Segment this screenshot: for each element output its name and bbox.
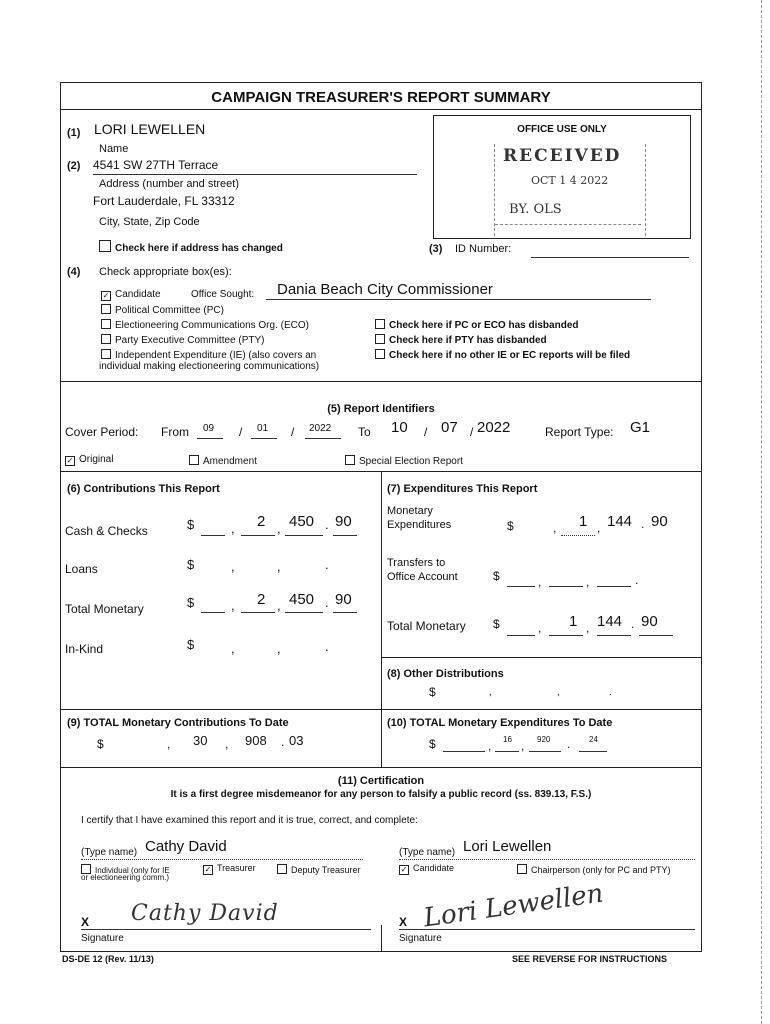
contrib-to-date-cents: 03 <box>289 733 304 748</box>
loans-comma-1: , <box>231 559 235 574</box>
stamp-line <box>495 224 641 225</box>
original-label: Original <box>79 454 114 465</box>
transfers-line-2 <box>549 586 583 587</box>
contrib-to-date-dollar: $ <box>97 737 104 751</box>
monetary-label-1: Monetary <box>387 505 433 517</box>
transfers-dollar: $ <box>493 569 500 583</box>
chairperson-checkbox-box[interactable] <box>517 864 527 874</box>
cert-candidate-label: Candidate <box>413 863 455 873</box>
candidate-name: LORI LEWELLEN <box>94 121 206 137</box>
pc-checkbox-box[interactable] <box>101 304 111 314</box>
from-year: 2022 <box>309 423 332 434</box>
exp-hundreds: 144 <box>607 513 633 530</box>
to-year: 2022 <box>477 419 511 436</box>
left-name-line <box>81 859 363 860</box>
from-label: From <box>161 425 189 439</box>
exp-total-dollar: $ <box>493 617 500 631</box>
form-id: DS-DE 12 (Rev. 11/13) <box>62 954 154 964</box>
inkind-comma-2: , <box>277 641 281 656</box>
special-election-label: Special Election Report <box>359 456 463 467</box>
total-monetary-label: Total Monetary <box>65 602 144 616</box>
other-period: . <box>609 687 612 698</box>
contrib-to-date-thousands: 30 <box>193 733 208 748</box>
cash-hundreds: 450 <box>289 513 315 530</box>
individual-label-1: Individual (only for IE <box>95 866 170 875</box>
left-signature-line <box>81 929 371 930</box>
from-month: 09 <box>203 423 215 434</box>
exp-comma-2: , <box>597 521 601 535</box>
office-sought-underline <box>266 299 651 300</box>
checkbox-box[interactable] <box>99 240 111 252</box>
cash-thousands: 2 <box>257 513 266 530</box>
office-use-label: OFFICE USE ONLY <box>517 124 607 135</box>
contrib-to-date-comma-1: , <box>167 737 171 751</box>
certification-warning: It is a first degree misdemeanor for any person to falsify a public record (ss. 839.13, F.S.) <box>170 789 592 800</box>
transfers-line-3 <box>597 586 631 587</box>
total-cents: 90 <box>335 591 352 608</box>
section7-divider <box>381 657 701 658</box>
other-comma-2: , <box>557 687 560 698</box>
from-day: 01 <box>257 423 269 434</box>
ie-label-1: Independent Expenditure (IE) (also covers an <box>115 350 317 361</box>
name-label: Name <box>99 143 129 155</box>
exp-to-date-hundreds: 920 <box>537 735 551 744</box>
no-other-reports-checkbox[interactable] <box>375 348 630 361</box>
eco-checkbox[interactable] <box>101 318 309 331</box>
transfers-comma-2: , <box>586 575 590 589</box>
exp-total-line-2 <box>549 635 583 636</box>
office-sought-value: Dania Beach City Commissioner <box>277 281 493 298</box>
from-slash-1: / <box>239 425 243 439</box>
total-line-1 <box>201 612 225 613</box>
cash-cents: 90 <box>335 513 352 530</box>
cash-line-3 <box>285 535 323 536</box>
loans-period: . <box>325 557 329 572</box>
disbanded-pc-eco-label: Check here if PC or ECO has disbanded <box>389 320 579 331</box>
section8-divider <box>61 709 701 710</box>
other-dollar: $ <box>429 685 436 699</box>
candidate-checkbox[interactable] <box>101 289 161 300</box>
disbanded-pty-label: Check here if PTY has disbanded <box>389 335 547 346</box>
left-signature: Cathy David <box>131 901 279 926</box>
report-identifiers-title: (5) Report Identifiers <box>327 403 435 415</box>
section4-number: (4) <box>67 266 81 278</box>
contrib-to-date-period: . <box>281 735 285 749</box>
form-title: CAMPAIGN TREASURER'S REPORT SUMMARY <box>211 89 551 106</box>
exp-total-period: . <box>631 617 635 631</box>
report-type-value: G1 <box>630 419 651 436</box>
to-month: 10 <box>391 419 408 436</box>
section1-number: (1) <box>67 127 81 139</box>
right-name-line <box>399 859 695 860</box>
exp-to-date-thousands: 16 <box>503 735 512 744</box>
cert-candidate-checkbox-box[interactable]: ✓ <box>400 865 408 874</box>
chairperson-checkbox[interactable] <box>517 863 671 875</box>
see-reverse-instructions: SEE REVERSE FOR INSTRUCTIONS <box>512 954 668 964</box>
total-hundreds: 450 <box>289 591 315 608</box>
pty-label: Party Executive Committee (PTY) <box>115 335 265 346</box>
amendment-label: Amendment <box>203 456 257 467</box>
pty-checkbox-box[interactable] <box>101 334 111 344</box>
cover-period-label: Cover Period: <box>65 425 139 439</box>
certification-title: (11) Certification <box>337 775 425 787</box>
left-type-name-label: (Type name) <box>81 847 138 858</box>
street-address: 4541 SW 27TH Terrace <box>93 158 219 172</box>
from-month-line <box>197 438 223 439</box>
eco-checkbox-box[interactable] <box>101 319 111 329</box>
exp-thousands: 1 <box>579 513 588 530</box>
exp-to-date-period: . <box>567 737 571 751</box>
exp-to-date-comma-2: , <box>521 739 525 753</box>
right-signature: Lori Lewellen <box>421 878 606 934</box>
exp-comma-1: , <box>553 521 557 535</box>
exp-to-date-dollar: $ <box>429 737 436 751</box>
original-checkbox-box[interactable]: ✓ <box>66 456 74 465</box>
contrib-to-date-hundreds: 908 <box>245 733 267 748</box>
ie-checkbox[interactable] <box>101 348 316 361</box>
total-expenditures-title: (10) TOTAL Monetary Expenditures To Date <box>387 717 613 729</box>
to-slash-2: / <box>470 425 474 439</box>
title-divider <box>61 109 701 110</box>
cash-checks-label: Cash & Checks <box>65 524 148 538</box>
total-period: . <box>325 595 329 610</box>
section10-divider <box>61 767 701 768</box>
other-comma-1: , <box>489 687 492 698</box>
pc-checkbox[interactable] <box>101 303 224 316</box>
exp-total-line-4 <box>639 635 673 636</box>
right-type-name-label: (Type name) <box>399 847 456 858</box>
pty-checkbox[interactable] <box>101 333 264 346</box>
eco-label: Electioneering Communications Org. (ECO) <box>115 320 309 331</box>
original-checkbox[interactable] <box>65 454 113 465</box>
treasurer-label: Treasurer <box>217 863 256 873</box>
exp-period: . <box>641 517 645 531</box>
disbanded-pc-eco-box[interactable] <box>375 319 385 329</box>
received-stamp-date: OCT 1 4 2022 <box>531 174 609 187</box>
section4-divider <box>61 381 701 382</box>
city-label: City, State, Zip Code <box>99 216 200 228</box>
exp-to-date-comma-1: , <box>488 739 492 753</box>
cash-line-1 <box>201 535 225 536</box>
amendment-checkbox[interactable] <box>189 454 257 467</box>
total-line-4 <box>333 612 357 613</box>
exp-line-2 <box>561 535 595 536</box>
loans-dollar: $ <box>187 557 195 572</box>
exp-cents: 90 <box>651 513 668 530</box>
exp-total-label: Total Monetary <box>387 619 466 633</box>
disbanded-pty-box[interactable] <box>375 334 385 344</box>
exp-total-line-3 <box>597 635 631 636</box>
report-type-label: Report Type: <box>545 425 614 439</box>
treasurer-checkbox[interactable] <box>203 863 256 874</box>
deputy-treasurer-label: Deputy Treasurer <box>291 865 361 875</box>
exp-total-line-1 <box>507 635 535 636</box>
office-sought-label: Office Sought: <box>191 289 255 300</box>
exp-to-date-line-2 <box>495 751 519 752</box>
address-changed-checkbox[interactable] <box>99 239 283 254</box>
exp-to-date-cents: 24 <box>589 735 598 744</box>
received-stamp <box>494 144 646 236</box>
candidate-checkbox-box[interactable]: ✓ <box>102 291 110 300</box>
total-comma-1: , <box>231 598 235 613</box>
exp-total-comma-2: , <box>586 621 590 635</box>
signature-divider <box>381 925 382 951</box>
section3-number: (3) <box>429 243 443 255</box>
contributions-title: (6) Contributions This Report <box>67 483 220 495</box>
to-label: To <box>358 425 371 439</box>
pc-label: Political Committee (PC) <box>115 305 224 316</box>
exp-total-thousands: 1 <box>569 613 578 630</box>
section2-number: (2) <box>67 160 81 172</box>
other-distributions-title: (8) Other Distributions <box>387 668 504 680</box>
right-signature-label: Signature <box>399 933 442 944</box>
in-kind-label: In-Kind <box>65 642 104 656</box>
disbanded-pc-eco-checkbox[interactable] <box>375 318 579 331</box>
transfers-comma-1: , <box>538 575 542 589</box>
id-number-label: ID Number: <box>455 243 512 255</box>
id-number-field[interactable] <box>531 257 689 258</box>
exp-total-hundreds: 144 <box>597 613 623 630</box>
cash-period: . <box>325 517 329 532</box>
city-state-zip: Fort Lauderdale, FL 33312 <box>93 194 235 208</box>
transfers-line-1 <box>507 586 535 587</box>
treasurer-checkbox-box[interactable]: ✓ <box>204 865 212 874</box>
address-changed-label: Check here if address has changed <box>115 243 283 254</box>
right-signature-line <box>399 929 695 930</box>
ie-label-2: individual making electioneering communications) <box>99 361 320 372</box>
exp-to-date-line-1 <box>443 751 485 752</box>
campaign-treasurer-report-form <box>60 82 702 952</box>
disbanded-pty-checkbox[interactable] <box>375 333 547 346</box>
deputy-treasurer-checkbox[interactable] <box>277 863 361 875</box>
received-stamp-text: RECEIVED <box>503 146 622 166</box>
chairperson-label: Chairperson (only for PC and PTY) <box>531 865 671 875</box>
special-election-checkbox[interactable] <box>345 454 463 467</box>
left-typed-name: Cathy David <box>145 838 227 855</box>
ie-checkbox-box[interactable] <box>101 349 111 359</box>
exp-total-cents: 90 <box>641 613 658 630</box>
inkind-dollar: $ <box>187 637 195 652</box>
total-line-3 <box>285 612 323 613</box>
transfers-period: . <box>635 573 639 587</box>
exp-to-date-line-4 <box>579 751 607 752</box>
transfers-label-1: Transfers to <box>387 557 446 569</box>
transfers-label-2: Office Account <box>387 571 458 583</box>
to-day: 07 <box>441 419 458 436</box>
cash-dollar: $ <box>187 517 195 532</box>
from-year-line <box>305 438 341 439</box>
loans-label: Loans <box>65 562 98 576</box>
no-other-reports-label: Check here if no other IE or EC reports will be filed <box>389 350 631 361</box>
amendment-checkbox-box[interactable] <box>189 455 199 465</box>
right-signature-x: X <box>399 915 408 929</box>
cash-comma-2: , <box>277 521 281 536</box>
candidate-label: Candidate <box>115 289 161 300</box>
exp-to-date-line-3 <box>529 751 561 752</box>
left-signature-x: X <box>81 915 90 929</box>
from-day-line <box>251 438 277 439</box>
cash-line-4 <box>333 535 357 536</box>
certification-statement: I certify that I have examined this report and it is true, correct, and complete: <box>81 815 418 826</box>
no-other-reports-box[interactable] <box>375 349 385 359</box>
deputy-treasurer-checkbox-box[interactable] <box>277 864 287 874</box>
inkind-comma-1: , <box>231 641 235 656</box>
total-contributions-title: (9) TOTAL Monetary Contributions To Date <box>67 717 289 729</box>
page-edge-line <box>761 0 762 1024</box>
loans-comma-2: , <box>277 559 281 574</box>
special-election-checkbox-box[interactable] <box>345 455 355 465</box>
exp-total-comma-1: , <box>538 621 542 635</box>
total-dollar: $ <box>187 595 195 610</box>
monetary-label-2: Expenditures <box>387 519 452 531</box>
right-typed-name: Lori Lewellen <box>463 838 552 855</box>
cert-candidate-checkbox[interactable] <box>399 863 454 874</box>
total-line-2 <box>241 612 275 613</box>
middle-divider <box>381 471 382 767</box>
cash-line-2 <box>241 535 275 536</box>
street-underline <box>93 174 417 175</box>
left-signature-label: Signature <box>81 933 124 944</box>
received-stamp-number: BY. OLS <box>509 202 562 217</box>
to-slash-1: / <box>424 425 428 439</box>
individual-label-2: or electioneering comm.) <box>81 873 170 882</box>
total-thousands: 2 <box>257 591 266 608</box>
office-use-box <box>433 115 691 239</box>
check-boxes-label: Check appropriate box(es): <box>99 266 232 278</box>
exp-dollar: $ <box>507 519 514 533</box>
contrib-to-date-comma-2: , <box>225 737 229 751</box>
cash-comma-1: , <box>231 521 235 536</box>
inkind-period: . <box>325 639 329 654</box>
from-slash-2: / <box>291 425 295 439</box>
expenditures-title: (7) Expenditures This Report <box>387 483 538 495</box>
total-comma-2: , <box>277 598 281 613</box>
street-label: Address (number and street) <box>99 178 240 190</box>
